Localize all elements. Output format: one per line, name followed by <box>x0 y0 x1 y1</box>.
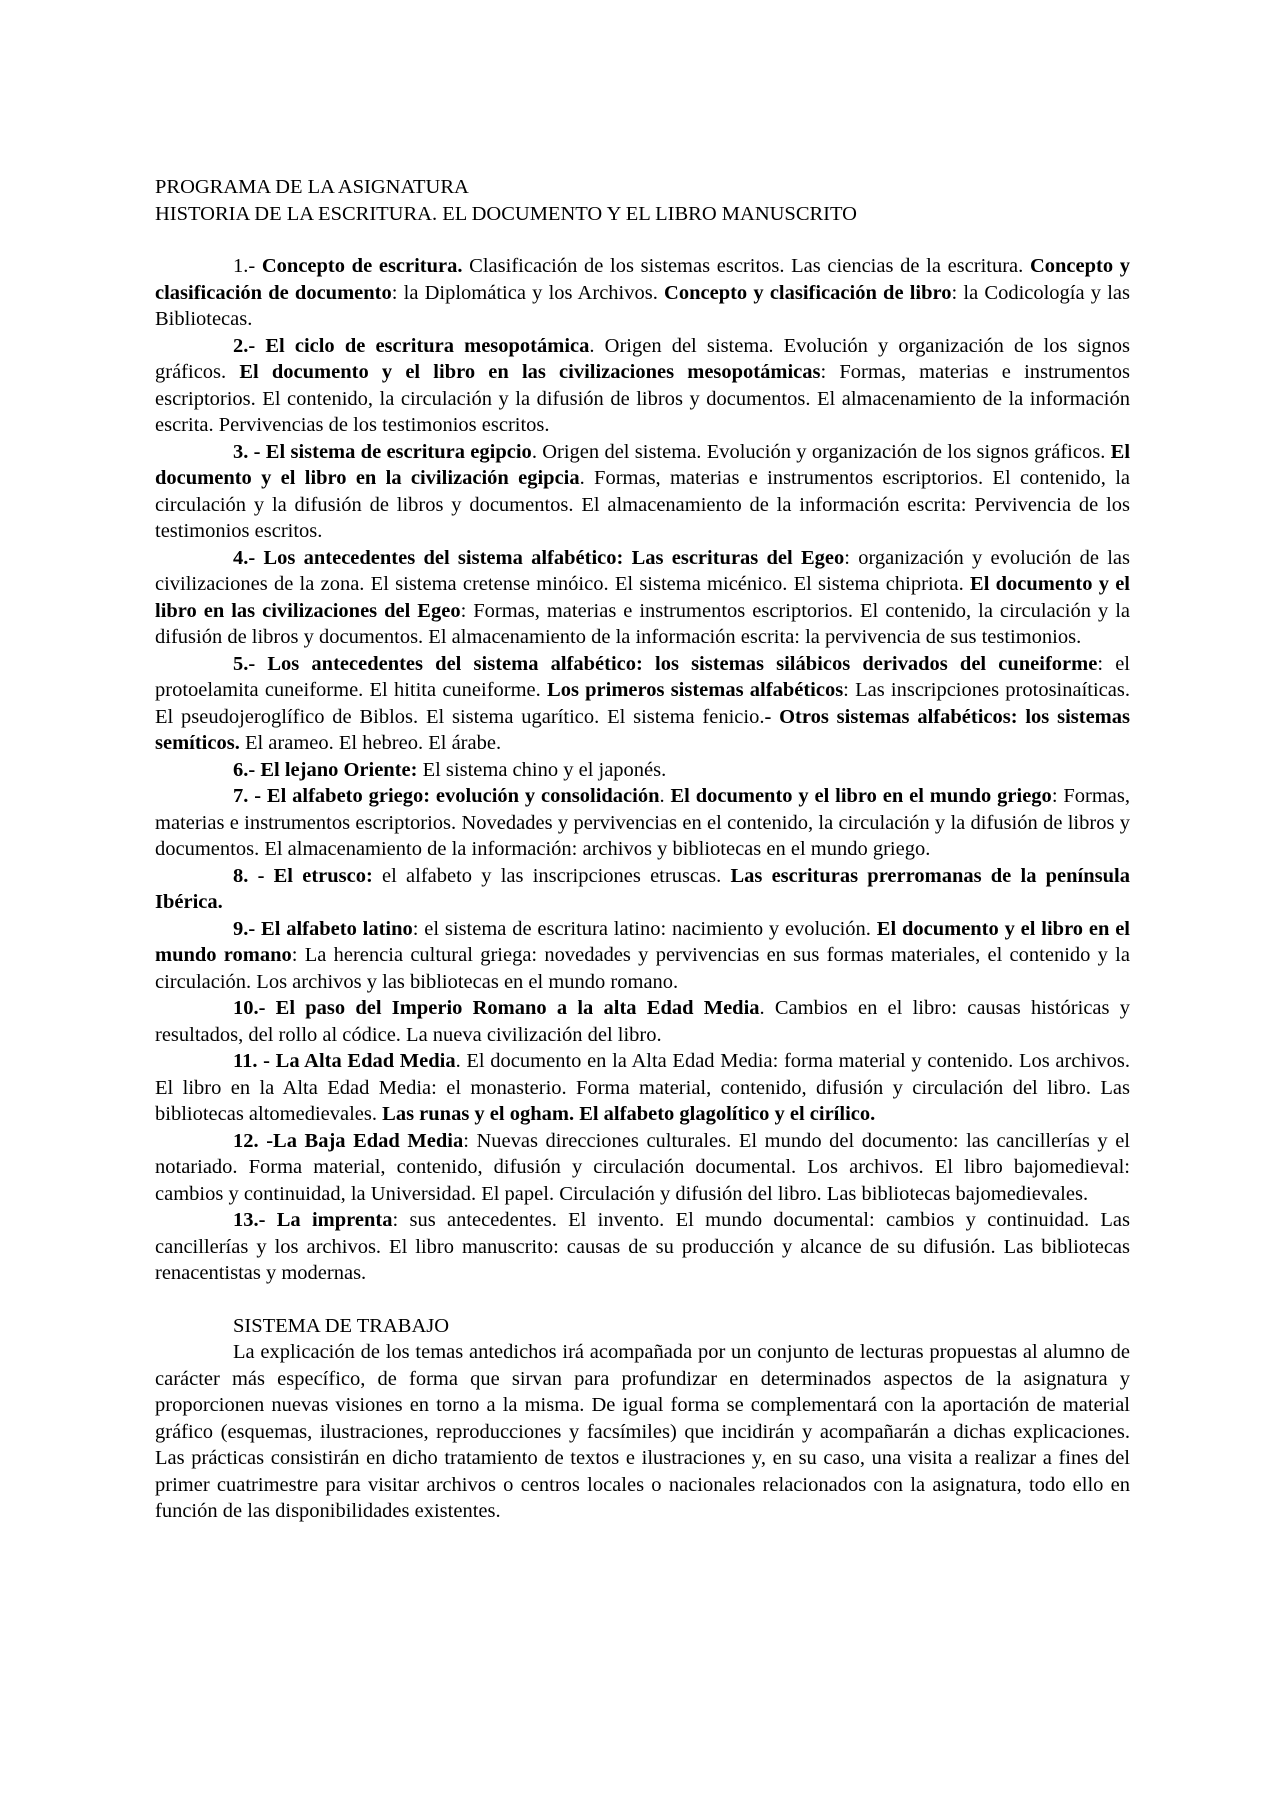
topic-bold-text: Concepto de escritura. <box>261 255 463 277</box>
topic-bold-text: Concepto y clasificación de documento <box>155 255 1131 304</box>
topic-text: el alfabeto y las inscripciones etruscas. <box>372 864 731 887</box>
topic-text: : el sistema de escritura latino: nacimiento y evolución. <box>412 917 877 940</box>
topic-text: : organización y evolución de las civilizaciones de la zona. El sistema cretense minóico. El sistema micénico. El sistema chipriota. <box>155 546 1130 595</box>
topic-text: : Formas, materias e instrumentos escriptorios. El contenido, la circulación y la difusión de libros y documentos. El almacenamiento de la información escrita: la pervivencia de sus testimonios. <box>155 599 1130 648</box>
topic-text: : sus antecedentes. El invento. El mundo documental: cambios y continuidad. Las cancillerías y los archivos. El libro manuscrito: causas de su producción y alcance de su difusión. Las bibliotecas renacentistas y modernas. <box>155 1209 1131 1284</box>
topic-item <box>155 1048 1130 1128</box>
topic-text: . Cambios en el libro: causas históricas y resultados, del rollo al códice. La nueva civilización del libro. <box>155 997 1130 1046</box>
topic-text: : La herencia cultural griega: novedades y pervivencias en sus formas materiales, el contenido y la circulación. Los archivos y las bibliotecas en el mundo romano. <box>155 944 1130 993</box>
topic-text: : Formas, materias e instrumentos escriptorios. El contenido, la circulación y la difusión de libros y documentos. El almacenamiento de la información escrita. Pervivencias de los testimonios escritos. <box>155 361 1130 436</box>
topic-item <box>155 783 1130 863</box>
topic-bold-text: El documento y el libro en el mundo romano <box>155 917 1130 966</box>
topic-item <box>155 863 1130 916</box>
topic-text: . Origen del sistema. Evolución y organización de los signos gráficos. <box>531 440 1111 463</box>
topic-bold-text: 8. - El etrusco: <box>233 864 373 887</box>
topic-bold-text: El documento y el libro en el mundo griego <box>670 785 1052 807</box>
topic-bold-text: El documento y el libro en la civilización egipcia <box>155 440 1131 489</box>
topic-item <box>155 333 1130 439</box>
topic-text: El arameo. El hebreo. El árabe. <box>239 732 502 754</box>
topic-item <box>155 253 1130 333</box>
topic-text: . El documento en la Alta Edad Media: forma material y contenido. Los archivos. El libro en la Alta Edad Media: el monasterio. Forma material, contenido, difusión y circulación del libro. Las bibliotecas altomedievales. <box>155 1050 1130 1125</box>
section-title-sistema: SISTEMA DE TRABAJO <box>233 1314 450 1337</box>
topic-bold-text: Las escrituras prerromanas de la península Ibérica. <box>155 864 1130 913</box>
topic-text: . Origen del sistema. Evolución y organización de los signos gráficos. <box>155 334 1130 383</box>
topic-bold-text: - Otros sistemas alfabéticos: los sistemas semíticos. <box>155 705 1130 754</box>
topic-bold-text: 11. - La Alta Edad Media <box>233 1050 456 1072</box>
topic-bold-text: 13.- La imprenta <box>233 1209 393 1231</box>
program-title: PROGRAMA DE LA ASIGNATURA <box>155 176 469 198</box>
document-page <box>155 174 1130 1525</box>
topic-bold-text: 10.- El paso del Imperio Romano a la alta Edad Media <box>233 997 760 1019</box>
topic-bold-text: Los primeros sistemas alfabéticos <box>547 679 844 701</box>
topic-text: : la Diplomática y los Archivos. <box>391 281 665 304</box>
topic-bold-text: 9.- El alfabeto latino <box>233 917 413 940</box>
topic-bold-text: 6.- El lejano Oriente: <box>233 758 418 781</box>
spacer <box>155 1287 1130 1313</box>
spacer <box>155 227 1130 253</box>
topic-item <box>155 439 1130 545</box>
topic-text: . <box>659 785 671 807</box>
topic-bold-text: Las runas y el ogham. El alfabeto glagolítico y el cirílico. <box>382 1103 876 1125</box>
topic-bold-text: El documento y el libro en las civilizaciones del Egeo <box>155 573 1130 622</box>
topic-bold-text: 3. - El sistema de escritura egipcio <box>233 440 532 463</box>
topic-list <box>155 253 1130 1287</box>
sistema-paragraph: La explicación de los temas antedichos irá acompañada por un conjunto de lecturas propuestas al alumno de carácter más específico, de forma que sirvan para profundizar en determinados aspectos de la asignatura y proporcionen nuevas visiones en torno a la misma. De igual forma se complementará con la aportación de material gráfico (esquemas, ilustraciones, reproducciones y facsímiles) que incidirán y acompañarán a dichas explicaciones. Las prácticas consistirán en dicho tratamiento de textos e ilustraciones y, en su caso, una visita a realizar a fines del primer cuatrimestre para visitar archivos o centros locales o nacionales relacionados con la asignatura, todo ello en función de las disponibilidades existentes. <box>155 1341 1130 1522</box>
topic-bold-text: 5.- Los antecedentes del sistema alfabético: los sistemas silábicos derivados del cuneiforme <box>233 652 1098 675</box>
topic-text: : Nuevas direcciones culturales. El mundo del documento: las cancillerías y el notariado. Forma material, contenido, difusión y circulación documental. Los archivos. El libro bajomedieval: cambios y continuidad, la Universidad. El papel. Circulación y difusión del libro. Las bibliotecas bajomedievales. <box>155 1129 1130 1205</box>
topic-bold-text: 4.- Los antecedentes del sistema alfabético: Las escrituras del Egeo <box>233 546 845 569</box>
topic-text: : Las inscripciones protosinaíticas. El pseudojeroglífico de Biblos. El sistema ugarítico. El sistema fenicio. <box>155 679 1130 728</box>
topic-text: Clasificación de los sistemas escritos. Las ciencias de la escritura. <box>462 255 1030 277</box>
topic-text: : el protoelamita cuneiforme. El hitita cuneiforme. <box>155 652 1130 701</box>
topic-bold-text: Concepto y clasificación de libro <box>664 281 952 304</box>
subject-title: HISTORIA DE LA ESCRITURA. EL DOCUMENTO Y EL LIBRO MANUSCRITO <box>155 202 857 225</box>
topic-text: : Formas, materias e instrumentos escriptorios. Novedades y pervivencias en el contenido, la circulación y la difusión de libros y documentos. El almacenamiento de la información: archivos y bibliotecas en el mundo griego. <box>155 785 1130 860</box>
topic-item <box>155 995 1130 1048</box>
topic-item <box>155 757 1130 784</box>
topic-text: : la Codicología y las Bibliotecas. <box>155 281 1131 330</box>
topic-item <box>155 916 1130 996</box>
topic-text: . Formas, materias e instrumentos escriptorios. El contenido, la circulación y la difusión de libros y documentos. El almacenamiento de la información escrita: Pervivencia de los testimonios escritos. <box>155 467 1131 542</box>
topic-text: El sistema chino y el japonés. <box>417 758 667 781</box>
topic-bold-text: El documento y el libro en las civilizaciones mesopotámicas <box>239 361 821 383</box>
topic-text: 1.- <box>233 255 262 277</box>
topic-bold-text: 12. -La Baja Edad Media <box>233 1129 464 1152</box>
topic-item <box>155 1207 1130 1287</box>
topic-item <box>155 545 1130 651</box>
topic-item <box>155 1128 1130 1208</box>
topic-item <box>155 651 1130 757</box>
topic-bold-text: 2.- El ciclo de escritura mesopotámica <box>233 334 590 357</box>
topic-bold-text: 7. - El alfabeto griego: evolución y consolidación <box>233 785 660 807</box>
